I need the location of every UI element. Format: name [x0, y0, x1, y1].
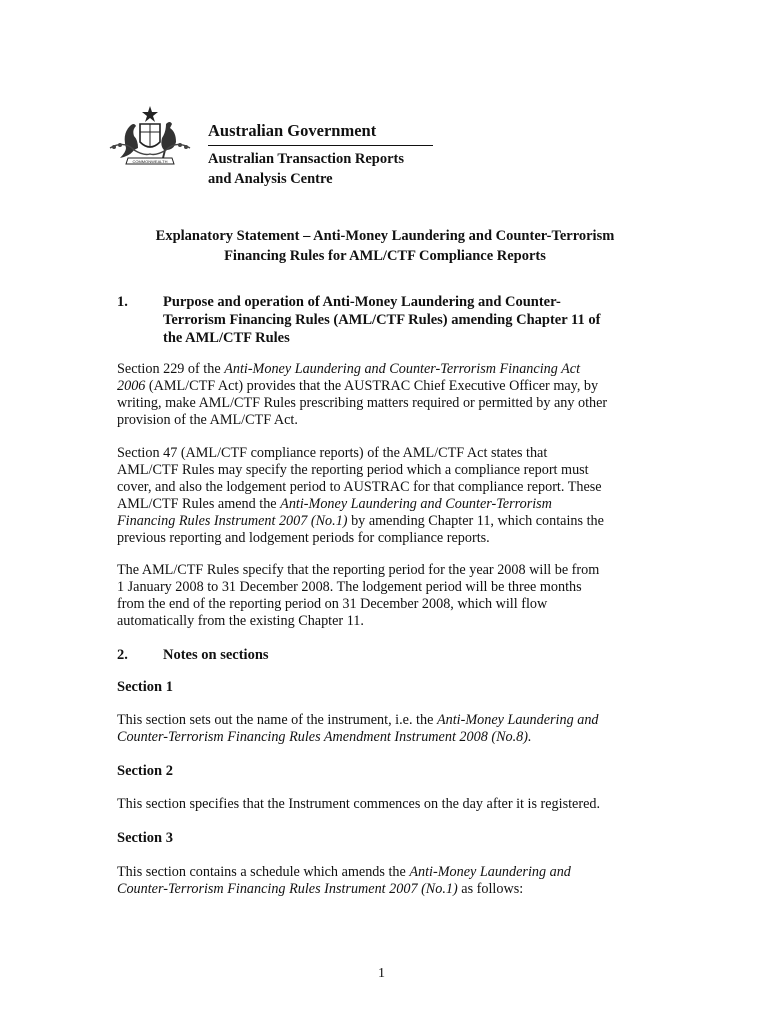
section-3-title: Section 3 [117, 830, 173, 846]
page-number: 1 [378, 966, 385, 981]
paragraph-reporting-period: The AML/CTF Rules specify that the reporting period for the year 2008 will be from 1 January 2008 to 31 December 2008. The lodgement period will be three months from the end of the reporting period on 31 December 2008, which will flow automatically from the existing Chapter 11. [117, 562, 600, 629]
agency-name: Australian Transaction Reports and Analysis Centre [208, 151, 405, 187]
document-title [110, 226, 660, 266]
coat-of-arms-icon [104, 104, 196, 172]
section-number: 1. [117, 294, 128, 310]
title-line-2: Financing Rules for AML/CTF Compliance Reports [224, 248, 546, 264]
crest-label: COMMONWEALTH [132, 159, 168, 164]
section-2-title: Section 2 [117, 763, 173, 779]
section-1-title: Section 1 [117, 679, 173, 695]
paragraph-section-47: Section 47 (AML/CTF compliance reports) of the AML/CTF Act states that AML/CTF Rules may specify the reporting period which a compliance report must cover, and also the lodgement period to AUSTRAC for that compliance report. These AML/CTF Rules amend the Anti-Money Laundering and Counter-Terrorism Financing Rules Instrument 2007 (No.1) by amending Chapter 11, which contains the previous reporting and lodgement periods for compliance reports. [117, 445, 604, 546]
section-1-text: This section sets out the name of the instrument, i.e. the Anti-Money Laundering and Counter-Terrorism Financing Rules Amendment Instrument 2008 (No.8). [117, 712, 599, 745]
header-divider [208, 145, 433, 146]
paragraph-section-229: Section 229 of the Anti-Money Laundering and Counter-Terrorism Financing Act 2006 (AML/CTF Act) provides that the AUSTRAC Chief Executive Officer may, by writing, make AML/CTF Rules prescribing matters required or permitted by any other provision of the AML/CTF Act. [117, 361, 608, 428]
section-3-text: This section contains a schedule which amends the Anti-Money Laundering and Counter-Terrorism Financing Rules Instrument 2007 (No.1) as follows: [117, 864, 571, 897]
government-name: Australian Government [208, 121, 377, 140]
title-line-1: Explanatory Statement – Anti-Money Laundering and Counter-Terrorism [155, 228, 615, 244]
section-2-text: This section specifies that the Instrument commences on the day after it is registered. [117, 796, 601, 812]
document-page: COMMONWEALTH Australian Government Australian Transaction Reports and Analysis Centre Explanatory Statement – Anti-Money Laundering and Counter-Terrorism Financing Rules for AML/CTF Compliance Reports 1. Purpose and operation of Anti-Money Laundering and Counter- Terrorism Financing Rules (AML/CTF Rules) amending Chapter 11 of the AML/CTF Rules Section 229 of the Anti-Money Laundering and Counter-Terrorism Financing Act 2006 (AML/CTF Act) provides that the AUSTRAC Chief Executive Officer may, by writing, make AML/CTF Rules prescribing matters required or permitted by any other provision of the AML/CTF Act. Section 47 (AML/CTF compliance reports) of the AML/CTF Act states that AML/CTF Rules may specify the reporting period which a compliance report must cover, and also the lodgement period to AUSTRAC for that compliance report. These AML/CTF Rules amend the Anti-Money Laundering and Counter-Terrorism Financing Rules Instrument 2007 (No.1) by amending Chapter 11, which contains the previous reporting and lodgement periods for compliance reports. The AML/CTF Rules specify that the reporting period for the year 2008 will be from 1 January 2008 to 31 December 2008. The lodgement period will be three months from the end of the reporting period on 31 December 2008, which will flow automatically from the existing Chapter 11. 2. Notes on sections Section 1 This section sets out the name of the instrument, i.e. the Anti-Money Laundering and Counter-Terrorism Financing Rules Amendment Instrument 2008 (No.8). Section 2 This section specifies that the Instrument commences on the day after it is registered. Section 3 This section contains a schedule which amends the Anti-Money Laundering and Counter-Terrorism Financing Rules Instrument 2007 (No.1) as follows: 1 [0, 0, 770, 1024]
